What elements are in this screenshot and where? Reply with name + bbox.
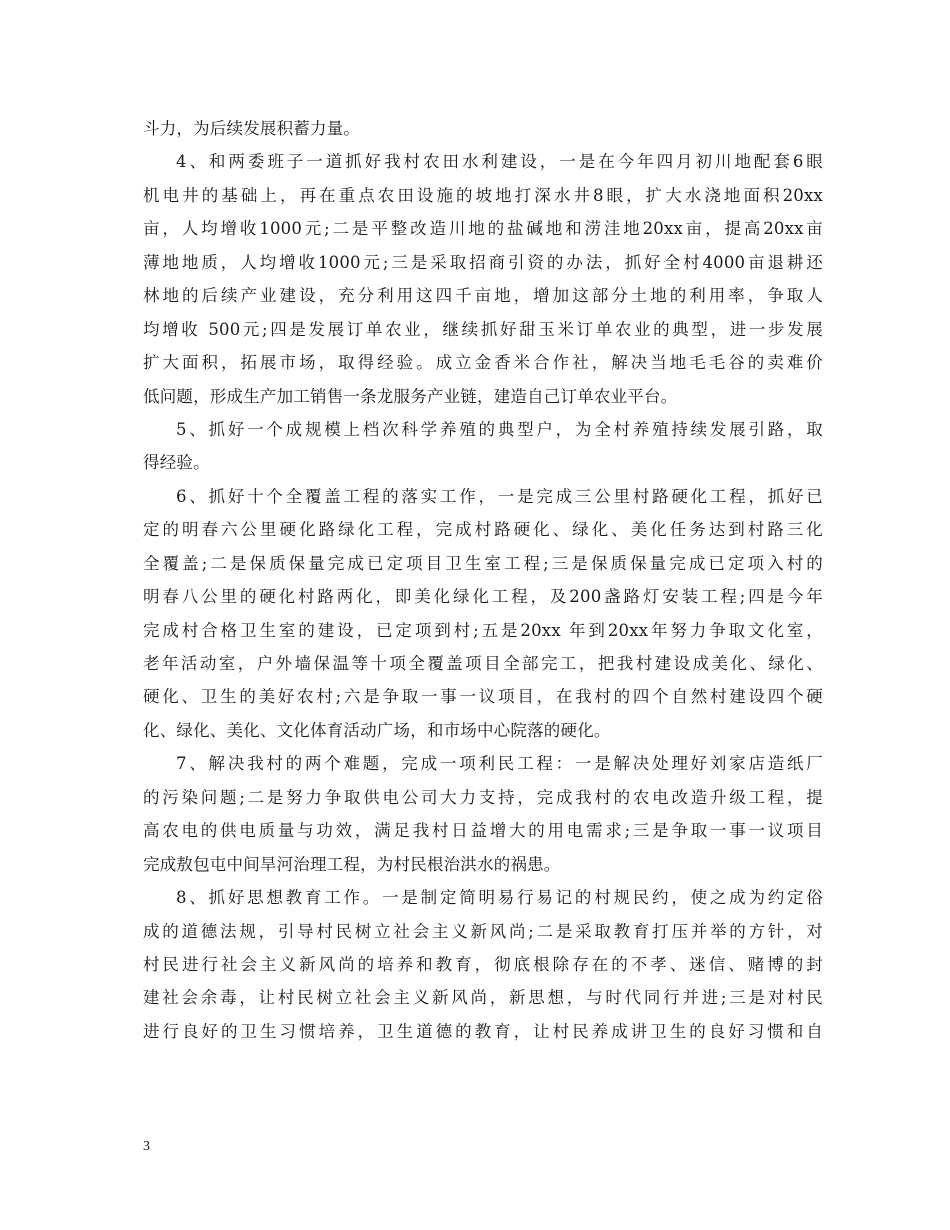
paragraph-line: 薄地地质，人均增收1000元;三是采取招商引资的办法，抓好全村4000亩退耕还 — [143, 252, 823, 272]
paragraph-line: 村民进行社会主义新风尚的培养和教育，彻底根除存在的不孝、迷信、赌博的封 — [143, 954, 823, 974]
paragraph-line: 明春八公里的硬化村路两化，即美化绿化工程，及200盏路灯安装工程;四是今年 — [143, 587, 823, 607]
paragraph-first-line: 6、抓好十个全覆盖工程的落实工作，一是完成三公里村路硬化工程，抓好已 — [176, 486, 823, 506]
paragraph-first-line: 5、抓好一个成规模上档次科学养殖的典型户，为全村养殖持续发展引路，取 — [176, 419, 823, 439]
paragraph-first-line: 4、和两委班子一道抓好我村农田水利建设，一是在今年四月初川地配套6眼 — [176, 152, 823, 172]
paragraph-line: 得经验。 — [143, 453, 210, 473]
paragraph-line: 老年活动室，户外墙保温等十项全覆盖项目全部完工，把我村建设成美化、绿化、 — [143, 654, 823, 673]
paragraph-line: 低问题，形成生产加工销售一条龙服务产业链，建造自己订单农业平台。 — [143, 386, 678, 406]
paragraph-line: 机电井的基础上，再在重点农田设施的坡地打深水井8眼，扩大水浇地面积20xx — [143, 185, 823, 205]
paragraph-line: 高农电的供电质量与功效，满足我村日益增大的用电需求;三是争取一事一议项目 — [143, 821, 823, 841]
document-body — [143, 112, 823, 1048]
paragraph-line: 成的道德法规，引导村民树立社会主义新风尚;二是采取教育打压并举的方针，对 — [143, 921, 823, 941]
paragraph-line: 斗力，为后续发展积蓄力量。 — [143, 119, 361, 138]
paragraph-line: 林地的后续产业建设，充分利用这四千亩地，增加这部分土地的利用率，争取人 — [143, 286, 823, 306]
paragraph-line: 进行良好的卫生习惯培养，卫生道德的教育，让村民养成讲卫生的良好习惯和自 — [143, 1021, 823, 1041]
paragraph-line: 定的明春六公里硬化路绿化工程，完成村路硬化、绿化、美化任务达到村路三化 — [143, 520, 823, 540]
paragraph-line: 硬化、卫生的美好农村;六是争取一事一议项目，在我村的四个自然村建设四个硬 — [143, 687, 823, 707]
paragraph-line: 亩，人均增收1000元;二是平整改造川地的盐碱地和涝洼地20xx亩，提高20xx亩 — [143, 219, 823, 239]
paragraph-line: 化、绿化、美化、文化体育活动广场，和市场中心院落的硬化。 — [143, 720, 611, 740]
paragraph-line: 全覆盖;二是保质保量完成已定项目卫生室工程;三是保质保量完成已定项入村的 — [143, 553, 823, 573]
paragraph-line: 的污染问题;二是努力争取供电公司大力支持，完成我村的农电改造升级工程，提 — [143, 787, 823, 807]
page-number: 3 — [143, 1139, 150, 1154]
paragraph-first-line: 7、解决我村的两个难题，完成一项利民工程：一是解决处理好刘家店造纸厂 — [176, 754, 823, 774]
paragraph-line: 完成敖包屯中间旱河治理工程，为村民根治洪水的祸患。 — [143, 854, 561, 874]
paragraph-line: 完成村合格卫生室的建设，已定项到村;五是20xx 年到20xx年努力争取文化室， — [143, 620, 823, 640]
paragraph-first-line: 8、抓好思想教育工作。一是制定简明易行易记的村规民约，使之成为约定俗 — [176, 888, 823, 908]
paragraph-line: 建社会余毒，让村民树立社会主义新风尚，新思想，与时代同行并进;三是对村民 — [143, 988, 823, 1008]
paragraph-line: 均增收 500元;四是发展订单农业，继续抓好甜玉米订单农业的典型，进一步发展 — [143, 319, 823, 339]
paragraph-line: 扩大面积，拓展市场，取得经验。成立金香米合作社，解决当地毛毛谷的卖难价 — [143, 353, 823, 373]
